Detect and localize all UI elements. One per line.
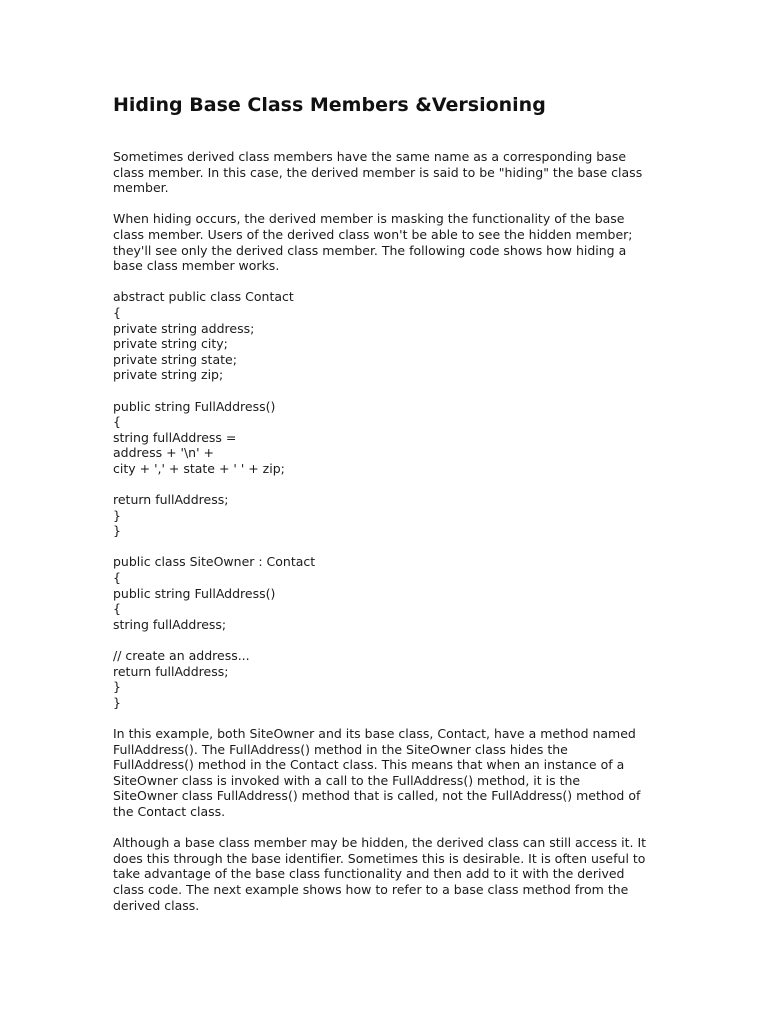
code-line: } — [113, 679, 121, 695]
code-line: private string address; — [113, 320, 255, 336]
code-line: { — [113, 601, 121, 617]
explanation-paragraph: In this example, both SiteOwner and its base class, Contact, have a method named FullAddress(). The FullAddress() method in the SiteOwner class hides the FullAddress() method in the Contact class. This means that when an instance of a SiteOwner class is invoked with a call to the FullAddress() method, it is the SiteOwner class FullAddress() method that is called, not the FullAddress() method of the Contact class. — [113, 725, 641, 819]
code-line: private string zip; — [113, 367, 224, 383]
code-line: } — [113, 523, 121, 539]
code-block-contact-return — [113, 492, 653, 539]
intro-paragraph: Sometimes derived class members have the same name as a corresponding base class member. In this case, the derived member is said to be "hiding" the base class member. — [113, 149, 643, 196]
code-line: string fullAddress = — [113, 429, 237, 445]
code-line: address + '\n' + — [113, 445, 214, 461]
code-line: } — [113, 694, 121, 710]
code-line: private string state; — [113, 351, 237, 367]
intro-paragraph: When hiding occurs, the derived member is masking the functionality of the base class member. Users of the derived class won't be able to see the hidden member; they'll see only the derived class member. The following code shows how hiding a base class member works. — [113, 211, 633, 274]
code-line: return fullAddress; — [113, 663, 229, 679]
code-line: public string FullAddress() — [113, 585, 276, 601]
code-line: string fullAddress; — [113, 616, 227, 632]
code-line: return fullAddress; — [113, 492, 229, 508]
code-block-contact-fields — [113, 289, 653, 383]
code-block-siteowner-class — [113, 554, 653, 632]
code-line: { — [113, 414, 121, 430]
code-line: city + ',' + state + ' ' + zip; — [113, 460, 285, 476]
code-line: // create an address... — [113, 648, 250, 663]
code-line: public string FullAddress() — [113, 398, 276, 414]
document-body — [113, 92, 653, 929]
explanation-paragraph: Although a base class member may be hidden, the derived class can still access it. It does this through the base identifier. Sometimes this is desirable. It is often useful to take advantage of the base class functionality and then add to it with the derived class code. The next example shows how to refer to a base class method from the derived class. — [113, 835, 647, 913]
code-line: { — [113, 304, 121, 320]
code-line: } — [113, 507, 121, 523]
code-line: public class SiteOwner : Contact — [113, 554, 316, 570]
page-title: Hiding Base Class Members &Versioning — [113, 94, 546, 116]
code-line: private string city; — [113, 336, 228, 352]
code-block-contact-method — [113, 399, 653, 477]
code-block-siteowner-return — [113, 648, 653, 710]
code-line: { — [113, 570, 121, 586]
code-line: abstract public class Contact — [113, 289, 294, 305]
